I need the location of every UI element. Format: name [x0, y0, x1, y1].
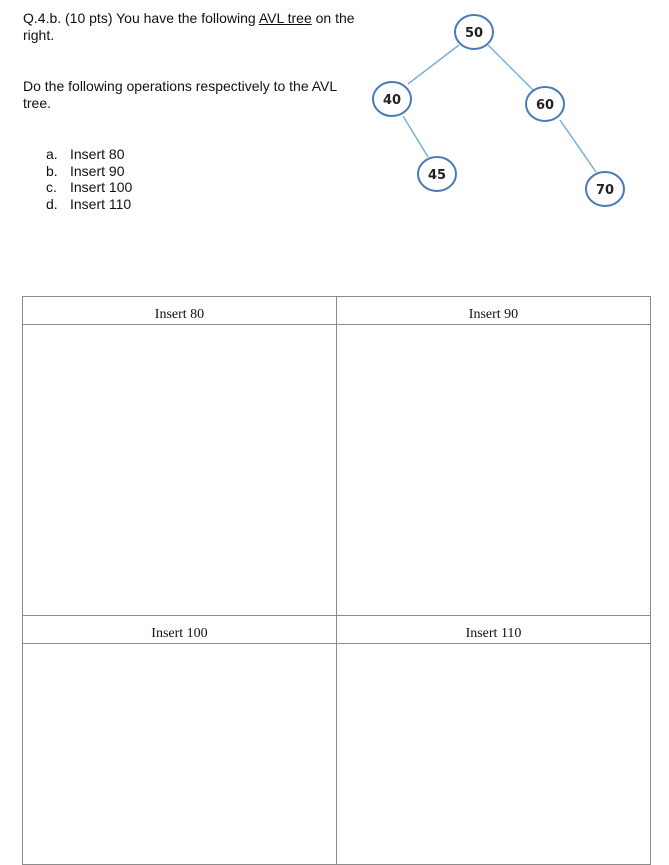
answer-area-insert-80[interactable]: [23, 325, 337, 616]
answer-cell-header: Insert 110: [337, 616, 651, 644]
tree-edge-50-40: [408, 45, 459, 84]
answer-cell-header: Insert 80: [23, 297, 337, 325]
node-label: 40: [382, 93, 402, 108]
answer-area-insert-110[interactable]: [337, 644, 651, 865]
tree-node-45: [418, 157, 456, 191]
answer-area-insert-100[interactable]: [23, 644, 337, 865]
table-row: [23, 616, 651, 644]
tree-edge-60-70: [560, 120, 596, 172]
question-prefix: Q.4.b. (10 pts) You have the following: [23, 10, 259, 26]
tree-edge-40-45: [403, 116, 428, 157]
list-marker: d.: [46, 196, 58, 213]
tree-edge-50-60: [488, 45, 533, 90]
tree-node-60: [526, 87, 564, 121]
node-label: 45: [427, 168, 447, 183]
tree-node-40: [373, 82, 411, 116]
operation-label: Insert 110: [70, 196, 132, 213]
list-marker: c.: [46, 179, 57, 196]
answer-area-insert-90[interactable]: [337, 325, 651, 616]
table-row: [23, 297, 651, 325]
node-label: 50: [464, 26, 484, 41]
operation-label: Insert 100: [70, 179, 133, 196]
answer-table: [22, 296, 651, 865]
table-row: [23, 325, 651, 616]
question-suffix: on the right.: [23, 10, 355, 43]
list-marker: b.: [46, 162, 58, 179]
avl-tree-diagram: [0, 0, 669, 230]
answer-cell-header: Insert 90: [337, 297, 651, 325]
avl-tree-link-text: AVL tree: [258, 10, 312, 26]
node-label: 60: [535, 98, 555, 113]
table-row: [23, 644, 651, 865]
tree-node-50: [455, 15, 493, 49]
operation-label: Insert 80: [70, 146, 125, 162]
tree-node-70: [586, 172, 624, 206]
node-label: 70: [595, 183, 615, 198]
operation-label: Insert 90: [70, 162, 125, 179]
list-marker: a.: [46, 146, 58, 162]
instruction-text: Do the following operations respectively to the AVL tree.: [23, 78, 337, 111]
answer-cell-header: Insert 100: [23, 616, 337, 644]
